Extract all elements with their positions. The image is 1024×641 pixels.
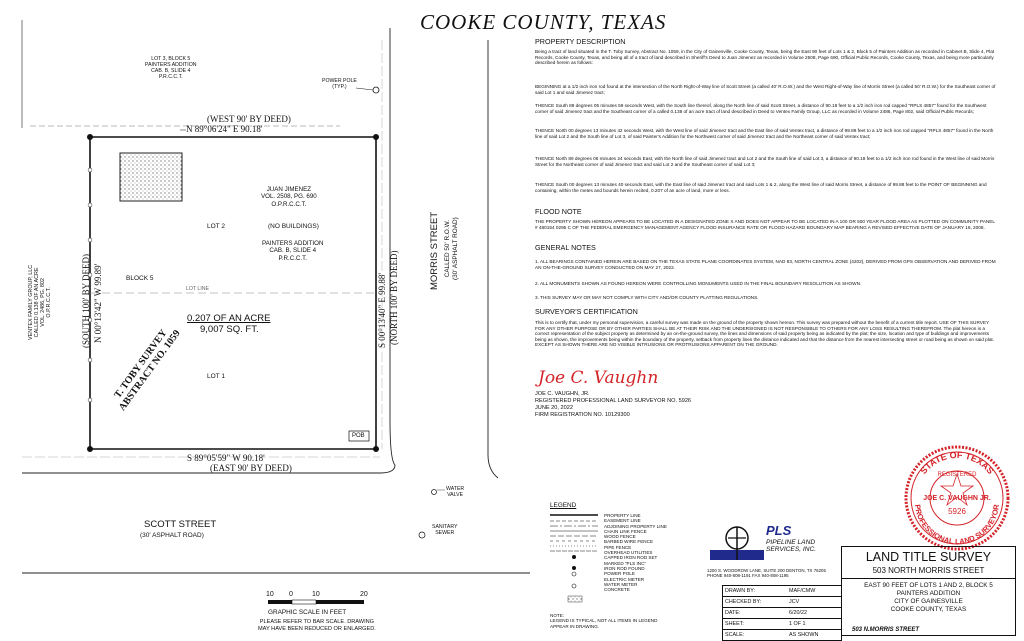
scale-note: PLEASE REFER TO BAR SCALE. DRAWING MAY HAVE BEEN REDUCED OR ENLARGED. (258, 619, 376, 632)
file-name: 503 N.MORRIS STREET (852, 627, 920, 633)
flood-note-heading: FLOOD NOTE (535, 207, 582, 216)
painters-label: PAINTERS ADDITION CAB. B, SLIDE 4 P.R.C.C.T. (262, 240, 324, 262)
surveyor-seal (903, 444, 1011, 552)
west-deed-label: (SOUTH 100' BY DEED) (81, 253, 91, 348)
pd-para-3: THENCE South 89 degrees 05 minutes 59 seconds West, with the South line thereof, along the North line of said Scott Street, a distance of 90.18 feet to a 1/2 inch iron rod capped "RPLS 4857" found for the Southwest corner of said Jimenez tract and the Southeast corner of a called 0.138 of an acre tract of land described in Deed to Ventex Family Group, LLC as recorded in Volume 2486, Page 802, said Official Public Records; (535, 103, 987, 114)
scott-street-label: SCOTT STREET (144, 519, 217, 530)
title-block-rows (722, 585, 842, 641)
concrete-pad (120, 153, 182, 201)
general-note-2: 2. ALL MONUMENTS SHOWN AS FOUND HEREON WERE CONTROLLING MONUMENTS USED IN THE FINAL BOUNDARY RESOLUTION AS SHOWN. (535, 281, 862, 286)
survey-abstract-label: T. TOBY SURVEY ABSTRACT NO. 1059 (112, 327, 183, 413)
scale-label: GRAPHIC SCALE IN FEET (268, 609, 347, 616)
legend-list (604, 513, 704, 592)
svg-text:REGISTERED: REGISTERED (937, 472, 977, 478)
east-deed-side-label: (NORTH 100' BY DEED) (389, 250, 399, 345)
lot-line-label: LOT LINE (186, 286, 209, 292)
certification-heading: SURVEYOR'S CERTIFICATION (535, 307, 638, 316)
scale-row: SCALE: AS SHOWN (725, 632, 819, 638)
title-block-address: 503 NORTH MORRIS STREET (872, 566, 985, 575)
company-full-name: PIPELINE LAND SERVICES, INC. (766, 539, 817, 553)
acreage-label: 0.207 OF AN ACRE (187, 313, 271, 324)
legend-item: POWER POLE (604, 571, 635, 577)
date-row: DATE: 6/20/22 (723, 608, 841, 619)
svg-text:PROFESSIONAL LAND SURVEYOR: PROFESSIONAL LAND SURVEYOR (913, 503, 1001, 547)
general-notes-heading: GENERAL NOTES (535, 243, 596, 252)
title-block-heading: LAND TITLE SURVEY (865, 550, 992, 564)
lot1-label: LOT 1 (207, 373, 225, 380)
cert-line-2: REGISTERED PROFESSIONAL LAND SURVEYOR NO. 5926 (535, 398, 692, 404)
general-note-1: 1. ALL BEARINGS CONTAINED HEREIN ARE BASED ON THE TEXAS STATE PLANE COORDINATES SYSTEM, NAD 83, NORTH CENTRAL ZONE (4202), DERIVED FROM GPS OBSERVATION AND DERIVED FROM AN ON-THE-GROUND SURVEY CONDUCTED ON MAY 27, 2022. (535, 259, 996, 270)
south-deed-label: (EAST 90' BY DEED) (210, 463, 292, 473)
legend-symbols (548, 510, 604, 610)
pd-para-6: THENCE South 00 degrees 13 minutes 40 seconds East, with the East line of said Jimenez tract and said Lots 1 & 2, along the West line of said Morris Street, a distance of 99.88 feet to the POINT OF BEGINNING and containing, within the metes and bounds herein recited, 0.207 of an acre of land, more or less. (535, 182, 987, 193)
legend-item: IRON ROD FOUND (604, 565, 645, 571)
signature: Joe C. Vaughn (538, 368, 659, 388)
certification-text: This is to certify that, under my personal supervision, a careful survey was made on the ground of the property shown hereon. This survey was prepared without the benefit of a current title report. USE OF THIS SURVEY FOR ANY OTHER PURPOSE OR BY OTHER PARTIES SHALL BE AT THEIR RISK AND THE UNDERSIGNED IS NOT RESPONSIBLE TO OTHERS FOR ANY LOSS RESULTING THEREFROM. The plat hereon is a correct representation of the subject property as determined by an on-the-ground survey, the lines and dimensions of said property being as indicated by the plat; the size, location and type of buildings and improvements being as shown, the improvements being within the boundary of the property, setback from property lines the distance indicated and that the distance from the nearest intersecting street or road being as shown on said plat. EXCEPT AS SHOWN THERE ARE NO VISIBLE INTRUSIONS OR PROTRUSIONS APPARENT ON THE GROUND. (535, 320, 995, 348)
power-pole-label: POWER POLE (TYP.) (322, 78, 357, 90)
legend-heading: LEGEND (550, 502, 577, 509)
pd-para-5: THENCE North 89 degrees 06 minutes 24 seconds East, with the North line of said Jimenez tract and Lot 2 and the South line of said Lot 3, a distance of 90.18 feet to a 1/2 inch iron rod found in the West line of said Morris Street for the Northeast corner of said Jimenez tract and said Lot 2 and the Southeast corner of said Lot 3; (535, 156, 995, 167)
cert-line-4: FIRM REGISTRATION NO. 10129300 (535, 412, 630, 418)
flood-note-text: THE PROPERTY SHOWN HEREON APPEARS TO BE LOCATED IN A DESIGNATED ZONE X AND DOES NOT APPEAR TO BE LOCATED IN A 100 OR 500 YEAR FLOOD AREA AS PLOTTED ON COMMUNITY PANEL # 480154 0295 C OF THE FEDERAL EMERGENCY MANAGEMENT AGENCY FLOOD INSURANCE RATE OR FLOOD HAZARD BOUNDARY MAP BEARING A REVISED EFFECTIVE DATE OF JANUARY 16, 2008. (535, 219, 995, 230)
title-block (841, 546, 1016, 636)
pd-para-2: BEGINNING at a 1/2 inch iron rod found at the intersection of the North Right-of-Way line of Scott Street (a called 40' R.O.W.) and the West Right-of-Way line of Morris Street (a called 50' R.O.W.) for the Southeast corner of said Lot 1 and said Jimenez tract; (535, 84, 996, 95)
legend-item: PIPE FENCE (604, 544, 632, 550)
svg-text:5926: 5926 (948, 507, 966, 516)
title-block-desc: EAST 90 FEET OF LOTS 1 AND 2, BLOCK 5 PAINTERS ADDITION CITY OF GAINESVILLE COOKE COUNTY, TEXAS (864, 582, 993, 613)
legend-item: CHAIN LINK FENCE (604, 528, 647, 534)
pd-para-1: Being a tract of land situated in the T. Toby Survey, Abstract No. 1059, in the City of Gainesville, Cooke County, Texas, being the East 90 feet of Lots 1 & 2, Block 5 of Painters Addition as recorded in Cabinet B, Slide 4, Plat Records, Cooke County, Texas, and being all of a tract of land described in Sheriff's Deed to Juan Jimenez as recorded in Volume 2508, Page 690, Official Public Records, Cooke County, Texas, and being more particularly described herein as follows: (535, 49, 995, 66)
legend-item: EASEMENT LINE (604, 518, 641, 524)
south-bearing-label: S 89°05'59" W 90.18' (187, 453, 265, 463)
company-name: PLS (766, 523, 792, 538)
ventex-label: VENTEX FAMILY GROUP, LLC CALLED 0.138 OF AN ACRE VOL. 2486, PG. 802 O.P.R.C.C.T. (28, 264, 52, 340)
north-bearing-label: N 89°06'24" E 90.18' (186, 124, 263, 134)
no-buildings-label: (NO BUILDINGS) (268, 223, 319, 230)
sanitary-sewer-label: SANITARY SEWER (432, 524, 458, 536)
legend-item: WOOD FENCE (604, 534, 636, 540)
property-description-heading: PROPERTY DESCRIPTION (535, 37, 626, 46)
legend-item: ADJOINING PROPERTY LINE (604, 523, 667, 529)
scott-street-sub: (30' ASPHALT ROAD) (140, 532, 204, 539)
legend-item: BARBED WIRE FENCE (604, 539, 654, 545)
checked-by-row: CHECKED BY: JCV (723, 597, 841, 608)
legend-item: CONCRETE (604, 587, 630, 593)
legend-item: CAPPED IRON ROD SET MARKED "PLS INC" (604, 555, 658, 566)
general-note-3: 3. THIS SURVEY MAY OR MAY NOT COMPLY WITH CITY AND/OR COUNTY PLATTING REGULATIONS. (535, 295, 759, 300)
company-address: 1200 S. WOODROW LANE, SUITE 200 DENTON, TX 76205 PHONE 940-808-1191 FAX 940-808-1195 (707, 568, 826, 579)
morris-street-sub: CALLED 50' R.O.W. (30' ASPHALT ROAD) (444, 217, 459, 280)
water-valve-label: WATER VALVE (446, 486, 465, 498)
sheet-row: SHEET: 1 OF 1 (723, 619, 841, 630)
legend-item: ELECTRIC METER (604, 576, 645, 582)
legend-item: OVERHEAD UTILITIES (604, 550, 653, 556)
cert-line-3: JUNE 20, 2022 (535, 405, 573, 411)
morris-street-label: MORRIS STREET (429, 211, 440, 290)
north-deed-label: (WEST 90' BY DEED) (207, 114, 291, 124)
graphic-scale-bar (268, 600, 364, 604)
west-bearing-label: N 00°13'42" W 99.89' (93, 263, 103, 343)
block5-label: BLOCK 5 (126, 275, 154, 282)
cert-line-1: JOE C. VAUGHN, JR. (535, 391, 590, 397)
svg-text:JOE C. VAUGHN JR.: JOE C. VAUGHN JR. (923, 495, 991, 502)
legend-note: NOTE: LEGEND IS TYPICAL, NOT ALL ITEMS IN LEGEND APPEAR IN DRAWING. (550, 613, 658, 629)
scale-ticks: 10 0 10 20 (266, 591, 368, 598)
lot2-label: LOT 2 (207, 223, 225, 230)
county-title: COOKE COUNTY, TEXAS (420, 10, 667, 34)
company-logo (710, 522, 764, 566)
drawn-by-row: DRAWN BY: MAF/CMW (723, 586, 841, 597)
owner-label: JUAN JIMENEZ VOL. 2508, PG. 690 O.P.R.C.C.T. (261, 186, 317, 208)
svg-text:STATE OF TEXAS: STATE OF TEXAS (918, 449, 996, 476)
legend-item: PROPERTY LINE (604, 513, 641, 518)
east-bearing-label: S 00°13'40" E 99.88' (377, 272, 387, 348)
pob-label: POB (352, 433, 365, 439)
sqft-label: 9,007 SQ. FT. (200, 324, 259, 335)
legend-item: WATER METER (604, 581, 638, 587)
lot3-label: LOT 3, BLOCK 5 PAINTERS ADDITION CAB. B, SLIDE 4 P.R.C.C.T. (145, 56, 197, 80)
pd-para-4: THENCE North 00 degrees 13 minutes 42 seconds West, with the West line of said Jimenez tract and the East line of said Ventex tract, a distance of 99.89 feet to a 1/2 inch iron rod capped "RPLS 4857" found in the North line of said Lot 2 and the South line of Lot 3, of said Painter's Addition for the Northwest corner of said Jimenez tract and the Northeast corner of said Ventex tract; (535, 128, 994, 139)
